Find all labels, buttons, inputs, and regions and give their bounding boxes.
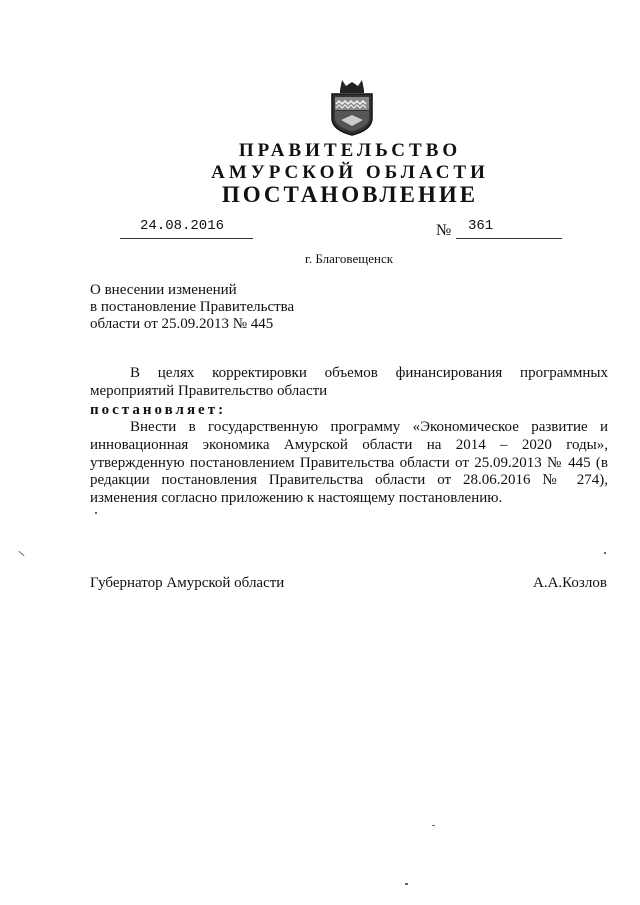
document-subject <box>90 282 350 333</box>
government-title: ПРАВИТЕЛЬСТВО <box>238 140 462 161</box>
preamble-paragraph: В целях корректировки объемов финансирования программных мероприятий Правительство области <box>90 365 608 399</box>
signatory-position: Губернатор Амурской области <box>90 575 285 591</box>
scan-speck <box>18 551 24 556</box>
signatory-name: А.А.Козлов <box>533 575 607 591</box>
scan-speck <box>405 883 408 885</box>
scan-speck <box>432 825 435 826</box>
region-title: АМУРСКОЙ ОБЛАСТИ <box>211 162 489 183</box>
number-underline <box>456 238 562 239</box>
city-label: г. Благовещенск <box>304 251 394 266</box>
resolution-paragraph: Внести в государственную программу «Экономическое развитие и инновационная экономика Амурской области на 2014 – 2020 годы», утвержденную постановлением Правительства области от 25.09.2013 № 445 (в редакции постановления Правительства области от 28.06.2016 № 274), изменения согласно приложению к настоящему постановлению. <box>90 419 608 507</box>
date-underline <box>120 238 253 239</box>
amur-oblast-coat-of-arms-icon <box>327 78 377 136</box>
document-date: 24.08.2016 <box>140 218 225 234</box>
document-number: 361 <box>468 218 494 234</box>
scan-speck <box>95 512 97 514</box>
scan-speck <box>604 552 606 554</box>
subject-line: в постановление Правительства <box>90 299 295 315</box>
document-type-title: ПОСТАНОВЛЕНИЕ <box>221 182 479 207</box>
number-sign: № <box>436 222 452 239</box>
resolves-keyword: постановляет: <box>90 402 227 418</box>
subject-line: области от 25.09.2013 № 445 <box>90 316 274 332</box>
subject-line: О внесении изменений <box>90 282 237 298</box>
